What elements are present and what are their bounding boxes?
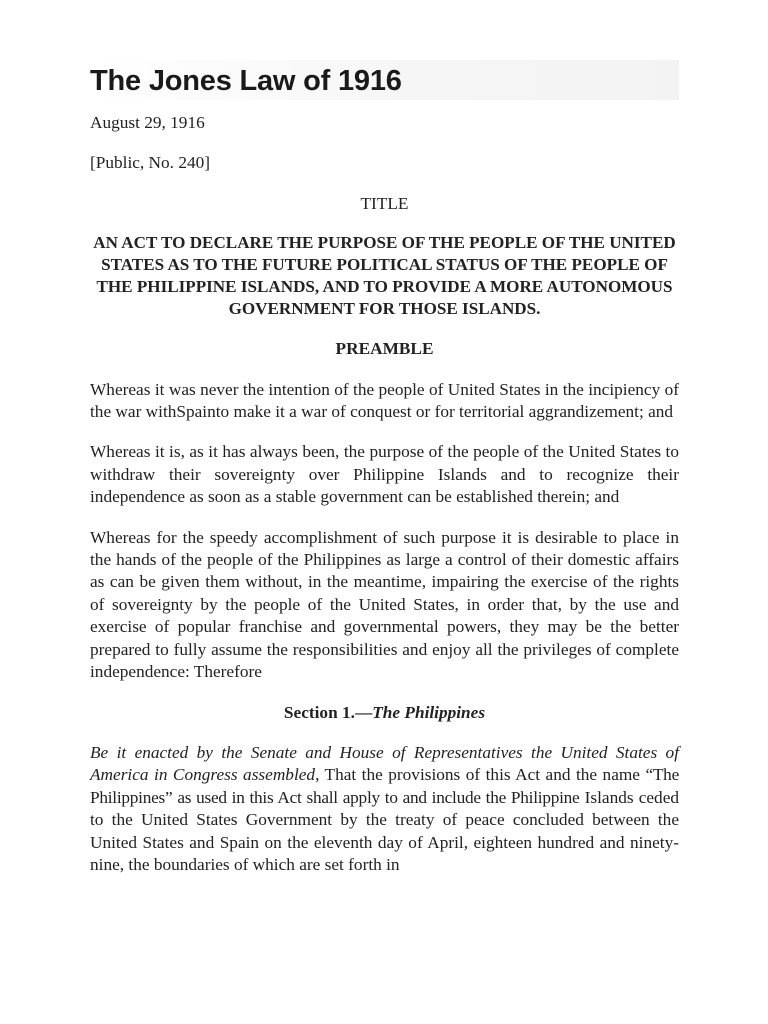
title-bar: [90, 60, 679, 100]
section-heading-name: The Philippines: [372, 702, 486, 722]
document-title: The Jones Law of 1916: [90, 65, 402, 97]
enactment-text-3: Islands ceded to the United States Government by the treaty of peace concluded between the United States and Spain on the eleventh day of April, eighteen hundred and ninety-nine, the boundaries of which are set forth in: [90, 787, 679, 874]
section-heading: [90, 702, 679, 724]
act-title: AN ACT TO DECLARE THE PURPOSE OF THE PEOPLE OF THE UNITED STATES AS TO THE FUTURE POLITICAL STATUS OF THE PEOPLE OF THE PHILIPPINE ISLANDS, AND TO PROVIDE A MORE AUTONOMOUS GOVERNMENT FOR THOSE ISLANDS.: [93, 233, 676, 319]
preamble-paragraph-2: Whereas it is, as it has always been, the purpose of the people of the United States to withdraw their sovereignty over Philippine Islands and to recognize their independence as soon as a stable government can be established therein; and: [90, 442, 679, 507]
enactment-text-1: , That the provisions of this Act and the name: [315, 765, 646, 785]
preamble-heading: PREAMBLE: [335, 339, 434, 359]
title-label: TITLE: [360, 193, 409, 213]
preamble-paragraph-1: Whereas it was never the intention of the people of United States in the incipiency of the war withSpainto make it a war of conquest or for territorial aggrandizement; and: [90, 379, 679, 422]
document-date: August 29, 1916: [90, 113, 205, 132]
enactment-paragraph: [90, 742, 679, 876]
enactment-text-2: “The Philippines” as used in this Act shall apply to and include the Philippine: [90, 765, 679, 807]
enactment-clause: Be it enacted by the Senate and House of Representatives the United States of America in Congress assembled: [90, 742, 679, 785]
preamble-paragraph-3: Whereas for the speedy accomplishment of such purpose it is desirable to place in the hands of the people of the Philippines as large a control of their domestic affairs as can be given them without, in the meantime, impairing the exercise of the rights of sovereignty by the people of the United States, in order that, by the use and exercise of popular franchise and governmental powers, they may be the better prepared to fully assume the responsibilities and enjoy all the privileges of complete independence: Therefore: [90, 527, 679, 682]
public-number: [Public, No. 240]: [90, 153, 210, 173]
section-heading-prefix: Section 1.—: [283, 702, 373, 722]
document-page: [90, 60, 679, 876]
